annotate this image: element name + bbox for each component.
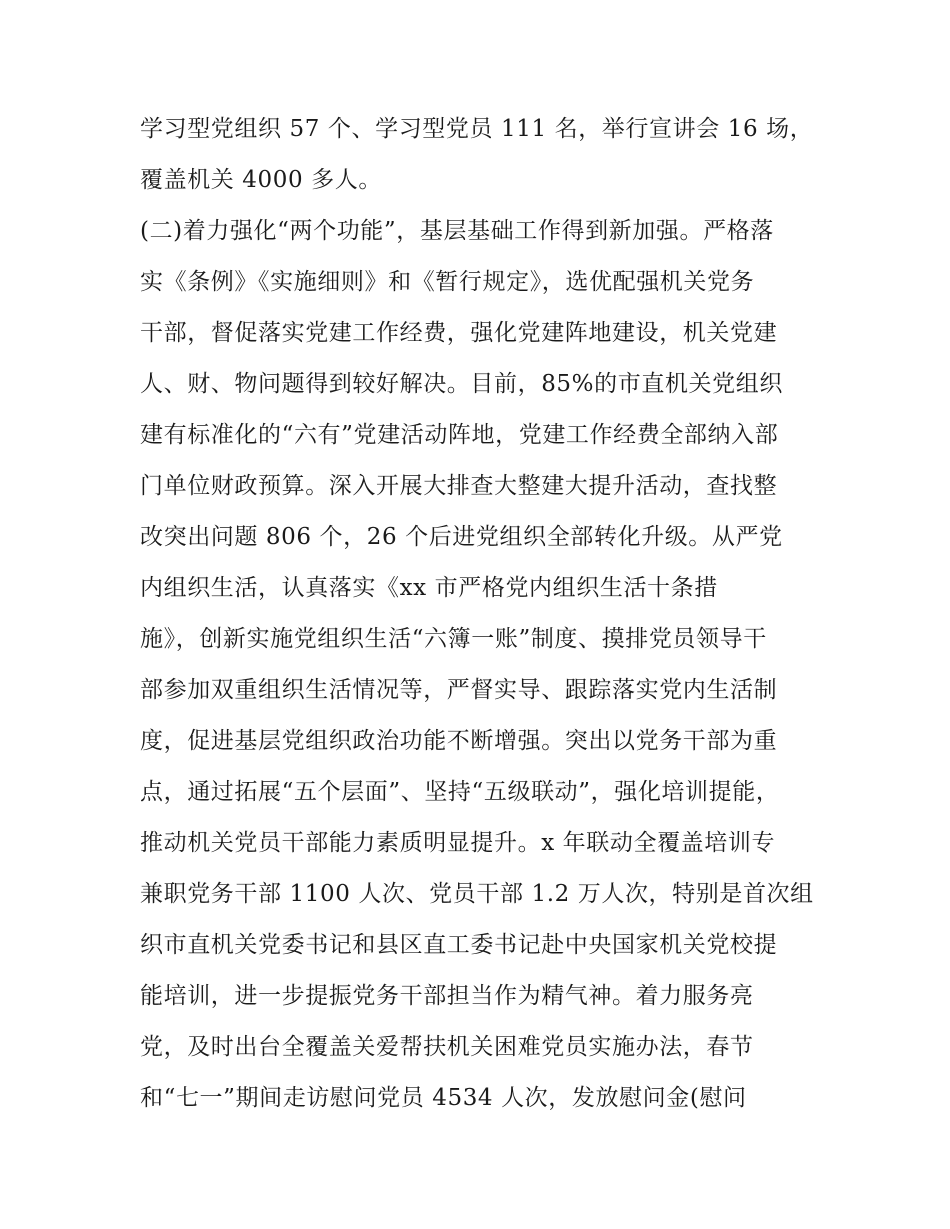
text-line: 内组织生活，认真落实《xx 市严格党内组织生活十条措 bbox=[140, 575, 718, 601]
text-line: (二)着力强化“两个功能”，基层基础工作得到新加强。严格落 bbox=[140, 218, 774, 244]
text-line: 门单位财政预算。深入开展大排查大整建大提升活动，查找整 bbox=[140, 473, 778, 499]
text-line: 点，通过拓展“五个层面”、坚持“五级联动”，强化培训提能， bbox=[140, 779, 780, 805]
text-line: 覆盖机关 4000 多人。 bbox=[140, 167, 382, 193]
text-line: 建有标准化的“六有”党建活动阵地，党建工作经费全部纳入部 bbox=[140, 422, 779, 448]
text-line: 人、财、物问题得到较好解决。目前，85%的市直机关党组织 bbox=[140, 371, 783, 397]
text-line: 施》，创新实施党组织生活“六簿一账”制度、摸排党员领导干 bbox=[140, 626, 767, 652]
body-text bbox=[140, 104, 840, 1124]
text-line: 党，及时出台全覆盖关爱帮扶机关困难党员实施办法，春节 bbox=[140, 1034, 754, 1060]
text-line: 改突出问题 806 个，26 个后进党组织全部转化升级。从严党 bbox=[140, 524, 783, 550]
text-line: 兼职党务干部 1100 人次、党员干部 1.2 万人次，特别是首次组 bbox=[140, 881, 814, 907]
text-line: 度，促进基层党组织政治功能不断增强。突出以党务干部为重 bbox=[140, 728, 778, 754]
text-line: 干部，督促落实党建工作经费，强化党建阵地建设，机关党建 bbox=[140, 320, 778, 346]
text-line: 织市直机关党委书记和县区直工委书记赴中央国家机关党校提 bbox=[140, 932, 778, 958]
text-line: 和“七一”期间走访慰问党员 4534 人次，发放慰问金(慰问 bbox=[140, 1085, 747, 1111]
text-line: 实《条例》《实施细则》和《暂行规定》，选优配强机关党务 bbox=[140, 269, 755, 295]
text-line: 能培训，进一步提振党务干部担当作为精气神。着力服务亮 bbox=[140, 983, 754, 1009]
text-line: 部参加双重组织生活情况等，严督实导、跟踪落实党内生活制 bbox=[140, 677, 778, 703]
text-line: 推动机关党员干部能力素质明显提升。x 年联动全覆盖培训专 bbox=[140, 830, 776, 856]
text-line: 学习型党组织 57 个、学习型党员 111 名，举行宣讲会 16 场， bbox=[140, 116, 814, 142]
